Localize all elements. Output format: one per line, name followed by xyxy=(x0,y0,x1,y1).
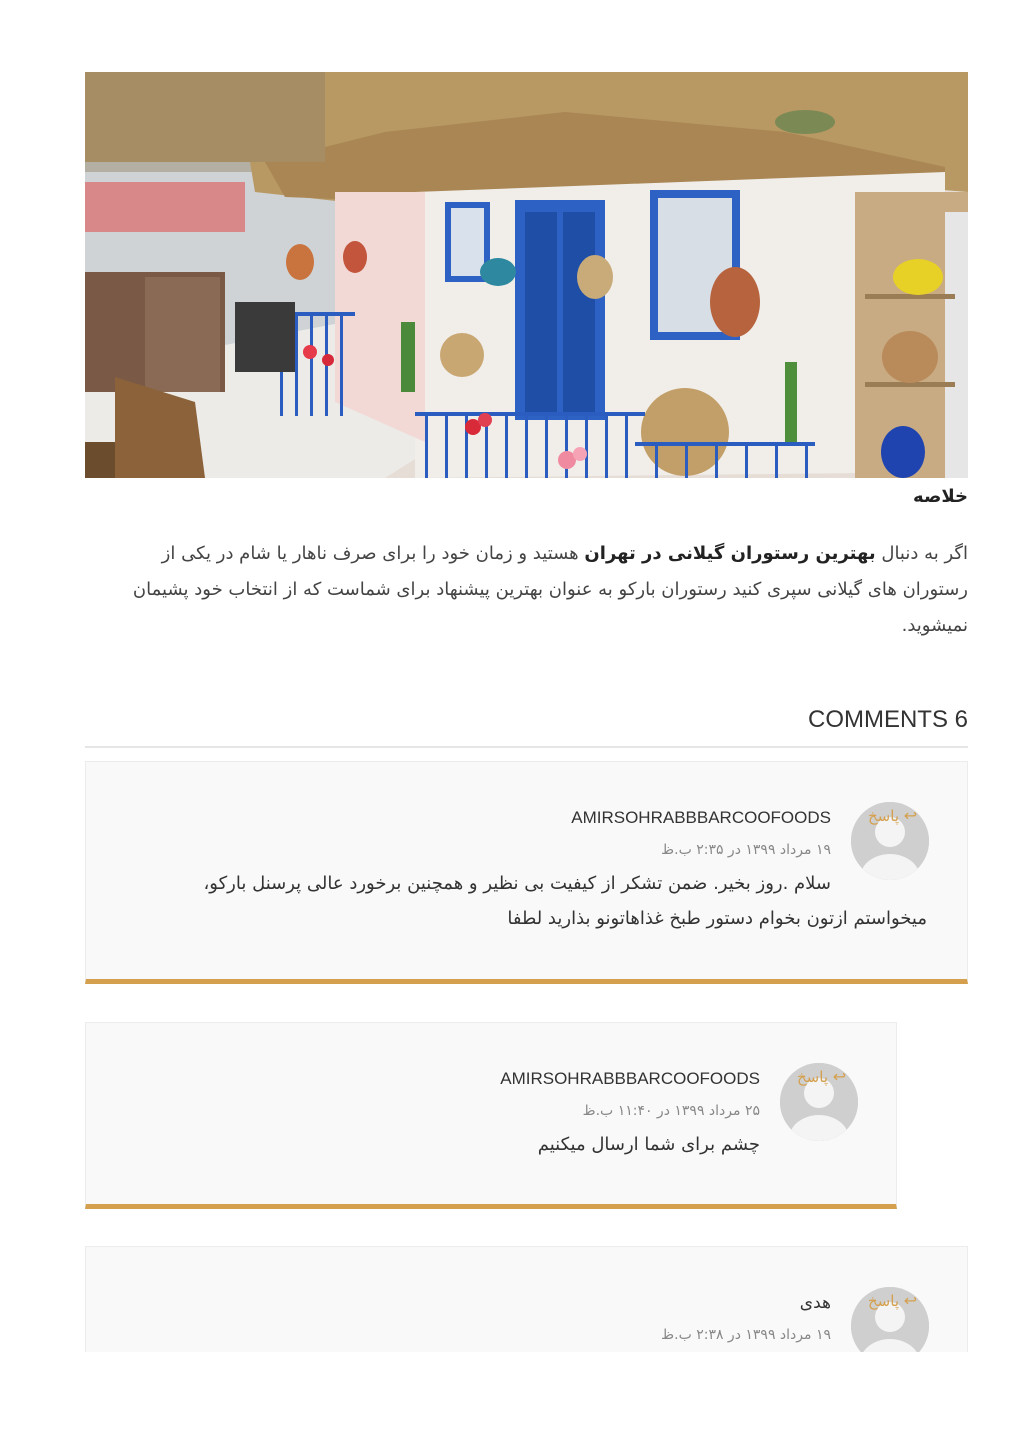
reply-arrow-icon: ↩ xyxy=(903,1291,918,1310)
reply-label: پاسخ xyxy=(868,807,899,825)
comment-author[interactable]: هدی xyxy=(799,1293,831,1313)
comment-text-line: میخواستم ازتون بخوام دستور طبخ غذاهاتونو بذارید لطفا xyxy=(507,908,927,929)
reply-label: پاسخ xyxy=(797,1068,828,1086)
comment-author[interactable]: AMIRSOHRABBBARCOOFOODS xyxy=(571,808,831,827)
intro-text-end: هستید و زمان خود را برای صرف ناهار یا شام در یکی از رستوران های گیلانی سپری کنید رستوران بارکو به عنوان بهترین پیشنهاد برای شماست که از انتخاب خود پشیمان نمیشوید. xyxy=(132,543,968,636)
reply-button[interactable] xyxy=(868,1291,917,1310)
comment-text xyxy=(147,866,927,936)
comments-heading: COMMENTS 6 xyxy=(85,700,968,748)
comment-date[interactable]: ۱۹ مرداد ۱۳۹۹ در ۲:۳۵ ب.ظ xyxy=(661,842,831,858)
intro-bold-link[interactable]: بهترین رستوران گیلانی در تهران xyxy=(584,543,876,564)
comment-item xyxy=(85,761,968,984)
comment-item xyxy=(85,1246,968,1352)
intro-text-start: اگر به دنبال xyxy=(875,543,968,564)
article-content xyxy=(85,72,968,748)
comment-item xyxy=(85,1022,897,1209)
reply-arrow-icon: ↩ xyxy=(832,1067,847,1086)
comment-author[interactable]: AMIRSOHRABBBARCOOFOODS xyxy=(500,1069,760,1088)
reply-label: پاسخ xyxy=(868,1292,899,1310)
reply-arrow-icon: ↩ xyxy=(903,806,918,825)
comment-text-line: سلام .روز بخیر. ضمن تشکر از کیفیت بی نظیر و همچنین برخورد عالی پرسنل بارکو، xyxy=(203,873,831,894)
comment-date[interactable]: ۱۹ مرداد ۱۳۹۹ در ۲:۳۸ ب.ظ xyxy=(661,1327,831,1343)
restaurant-photo xyxy=(85,72,968,478)
comment-text xyxy=(160,1127,760,1162)
comment-text-line: چشم برای شما ارسال میکنیم xyxy=(537,1134,760,1155)
reply-button[interactable] xyxy=(797,1067,846,1086)
comment-date[interactable]: ۲۵ مرداد ۱۳۹۹ در ۱۱:۴۰ ب.ظ xyxy=(582,1103,760,1119)
article-intro xyxy=(85,536,968,644)
reply-button[interactable] xyxy=(868,806,917,825)
summary-title: خلاصه xyxy=(913,486,968,507)
